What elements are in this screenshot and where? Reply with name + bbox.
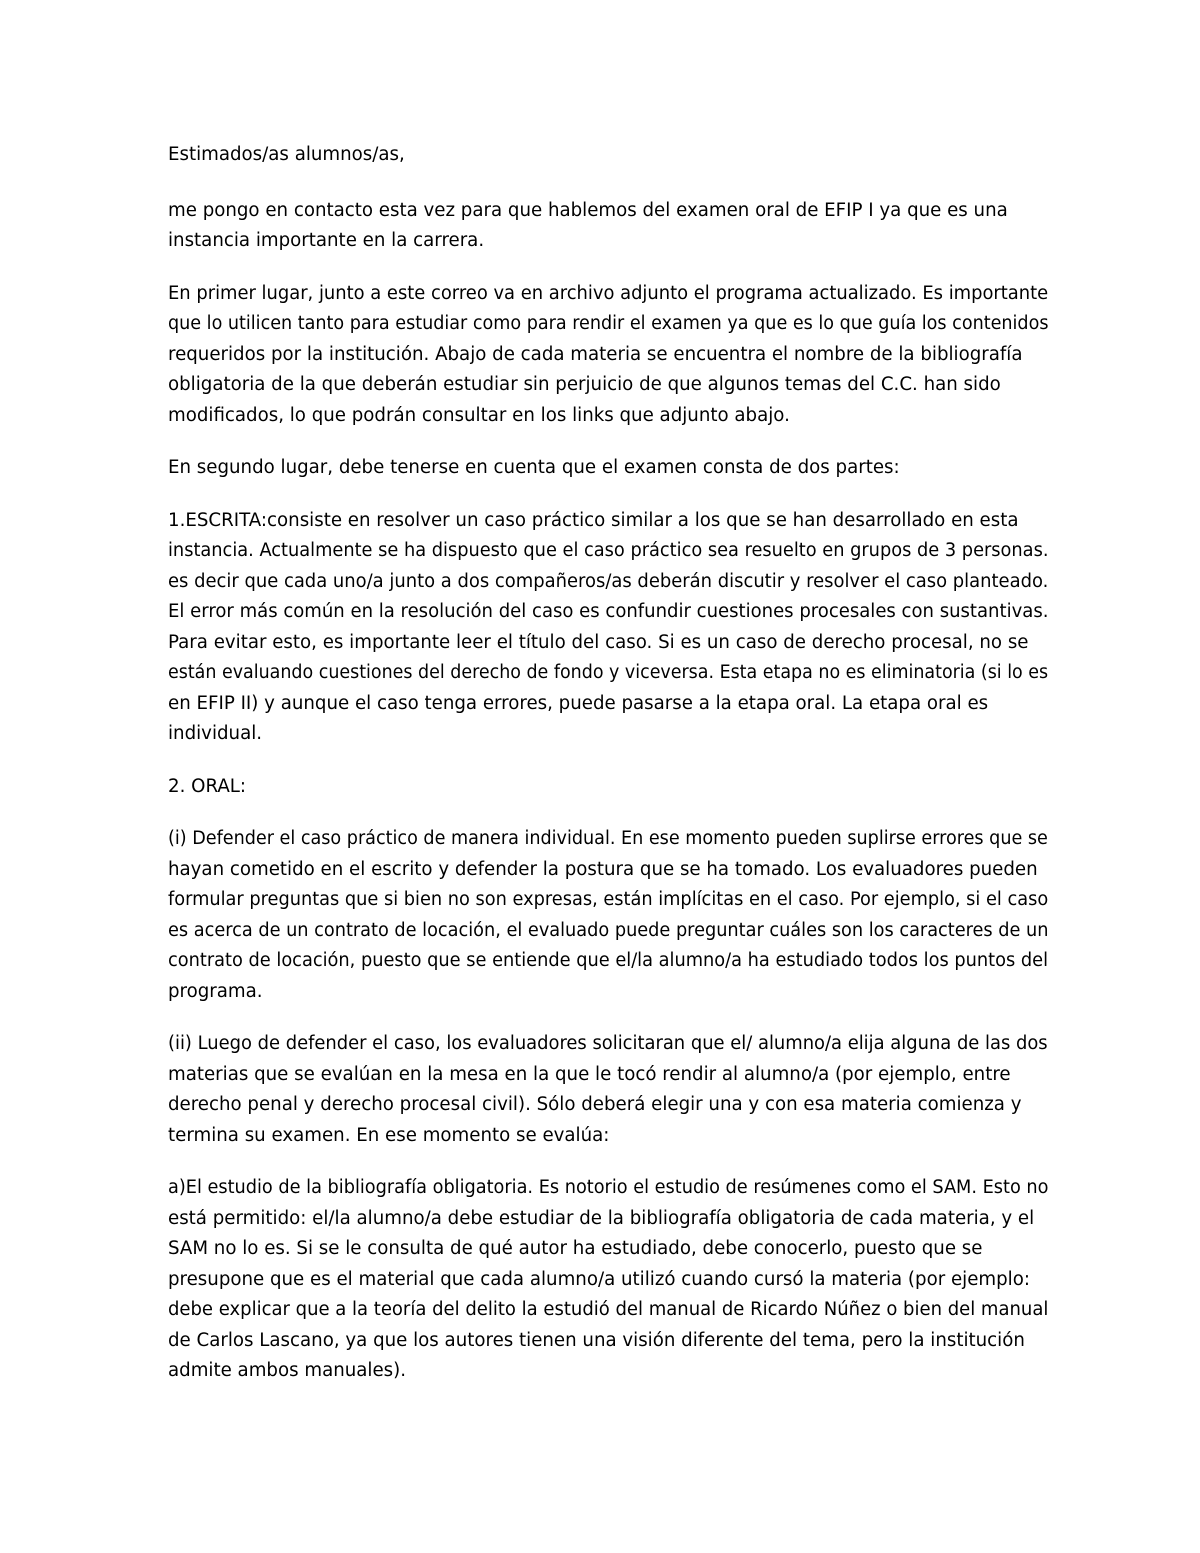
text-line: (ii) Luego de defender el caso, los evaluadores solicitaran que el/ alumno/a elija alguna de las dos — [168, 1033, 1048, 1054]
section-heading-oral — [168, 772, 1048, 803]
text-line: a)El estudio de la bibliografía obligatoria. Es notorio el estudio de resúmenes como el SAM. Esto no — [168, 1177, 1049, 1198]
text-line: SAM no lo es. Si se le consulta de qué autor ha estudiado, debe conocerlo, puesto que se — [168, 1238, 983, 1259]
text-line: admite ambos manuales). — [168, 1360, 407, 1381]
paragraph-bibliografia — [168, 1173, 1048, 1387]
paragraph-intro — [168, 196, 1048, 257]
text-line: en EFIP II) y aunque el caso tenga errores, puede pasarse a la etapa oral. La etapa oral es — [168, 692, 989, 714]
text-line: contrato de locación, puesto que se entiende que el/la alumno/a ha estudiado todos los puntos del — [168, 950, 1049, 971]
text-line: me pongo en contacto esta vez para que hablemos del examen oral de EFIP I ya que es una — [168, 199, 1008, 221]
text-line: Para evitar esto, es importante leer el título del caso. Si es un caso de derecho procesal, no se — [168, 631, 1029, 653]
text-line: En primer lugar, junto a este correo va en archivo adjunto el programa actualizado. Es importante — [168, 282, 1049, 304]
paragraph-oral-ii — [168, 1029, 1048, 1151]
text-line: debe explicar que a la teoría del delito la estudió del manual de Ricardo Núñez o bien del manual — [168, 1299, 1049, 1320]
text-line: En segundo lugar, debe tenerse en cuenta que el examen consta de dos partes: — [168, 457, 900, 478]
text-line: materias que se evalúan en la mesa en la que le tocó rendir al alumno/a (por ejemplo, entre — [168, 1063, 1011, 1085]
document-body — [168, 140, 1048, 1409]
text-line: formular preguntas que si bien no son expresas, están implícitas en el caso. Por ejemplo, si el caso — [168, 889, 1049, 910]
text-line: están evaluando cuestiones del derecho de fondo y viceversa. Esta etapa no es eliminatoria (si lo es — [168, 662, 1049, 683]
text-line: 2. ORAL: — [168, 775, 247, 797]
paragraph-escrita — [168, 506, 1048, 750]
text-line: obligatoria de la que deberán estudiar sin perjuicio de que algunos temas del C.C. han sido — [168, 374, 1001, 395]
text-line: presupone que es el material que cada alumno/a utilizó cuando cursó la materia (por ejemplo: — [168, 1268, 1030, 1290]
text-line: requeridos por la institución. Abajo de cada materia se encuentra el nombre de la bibliografía — [168, 343, 1023, 365]
greeting: Estimados/as alumnos/as, — [168, 144, 405, 165]
text-line: es decir que cada uno/a junto a dos compañeros/as deberán discutir y resolver el caso planteado. — [168, 570, 1049, 592]
text-line: termina su examen. En ese momento se evalúa: — [168, 1124, 610, 1146]
text-line: que lo utilicen tanto para estudiar como para rendir el examen ya que es lo que guía los contenidos — [168, 313, 1049, 334]
paragraph-partes — [168, 453, 1048, 484]
text-line: (i) Defender el caso práctico de manera individual. En ese momento pueden suplirse errores que se — [168, 828, 1048, 849]
text-line: está permitido: el/la alumno/a debe estudiar de la bibliografía obligatoria de cada materia, y el — [168, 1207, 1035, 1229]
text-line: individual. — [168, 723, 263, 744]
text-line: es acerca de un contrato de locación, el evaluado puede preguntar cuáles son los caracteres de un — [168, 919, 1049, 941]
text-line: instancia importante en la carrera. — [168, 230, 485, 251]
paragraph-programa — [168, 279, 1048, 432]
text-line: El error más común en la resolución del caso es confundir cuestiones procesales con sustantivas. — [168, 601, 1049, 622]
text-line: 1.ESCRITA:consiste en resolver un caso práctico similar a los que se han desarrollado en esta — [168, 509, 1019, 531]
text-line: hayan cometido en el escrito y defender la postura que se ha tomado. Los evaluadores pueden — [168, 858, 1038, 880]
text-line: instancia. Actualmente se ha dispuesto que el caso práctico sea resuelto en grupos de 3 personas. — [168, 540, 1049, 561]
paragraph-oral-i — [168, 824, 1048, 1007]
text-line: programa. — [168, 980, 263, 1002]
text-line: modificados, lo que podrán consultar en los links que adjunto abajo. — [168, 404, 790, 426]
text-line: derecho penal y derecho procesal civil). Sólo deberá elegir una y con esa materia comienza y — [168, 1094, 1022, 1115]
text-line: de Carlos Lascano, ya que los autores tienen una visión diferente del tema, pero la institución — [168, 1329, 1025, 1351]
